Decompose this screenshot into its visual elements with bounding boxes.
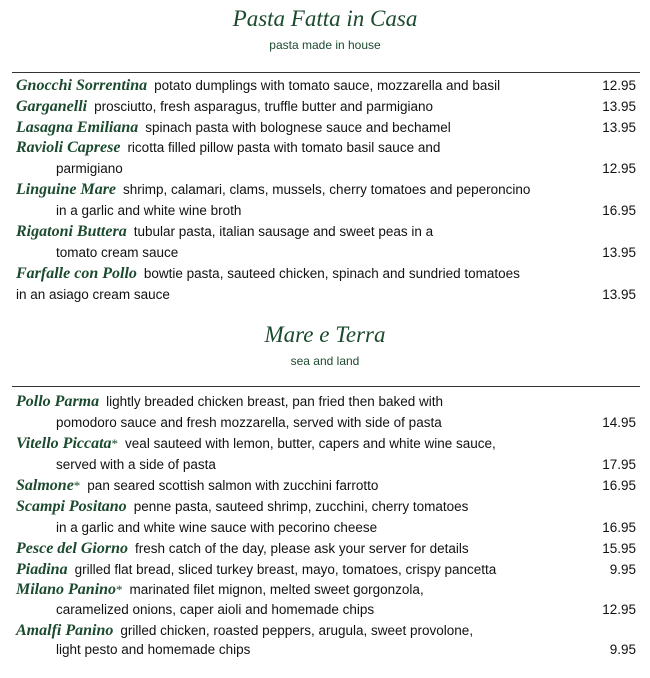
item-description: pomodoro sauce and fresh mozzarella, served with side of pasta bbox=[56, 415, 442, 430]
item-price: 13.95 bbox=[602, 287, 636, 302]
item-name: Pollo Parma bbox=[16, 393, 100, 410]
menu-item bbox=[16, 180, 636, 200]
item-price: 13.95 bbox=[602, 99, 636, 114]
item-price: 12.95 bbox=[602, 78, 636, 93]
item-price: 12.95 bbox=[602, 161, 636, 176]
item-description: veal sauteed with lemon, butter, capers and white wine sauce, bbox=[125, 436, 496, 451]
item-description: marinated filet mignon, melted sweet gorgonzola, bbox=[129, 582, 424, 597]
item-price: 9.95 bbox=[609, 562, 636, 577]
section-title: Mare e Terra bbox=[264, 322, 386, 347]
item-name: Ravioli Caprese bbox=[16, 139, 121, 156]
menu-item bbox=[16, 434, 636, 454]
item-name: Gnocchi Sorrentina bbox=[16, 77, 148, 94]
item-description: parmigiano bbox=[56, 161, 123, 176]
item-description: bowtie pasta, sauteed chicken, spinach and sundried tomatoes bbox=[143, 266, 520, 281]
menu-item-continuation bbox=[56, 159, 636, 179]
item-name: Pesce del Giorno bbox=[16, 540, 128, 557]
item-description: light pesto and homemade chips bbox=[56, 642, 251, 657]
menu-item bbox=[16, 264, 636, 284]
item-description: prosciutto, fresh asparagus, truffle butter and parmigiano bbox=[94, 99, 434, 114]
item-description: lightly breaded chicken breast, pan fried then baked with bbox=[106, 394, 444, 409]
menu-item bbox=[16, 118, 636, 138]
menu-item-continuation bbox=[56, 640, 636, 660]
item-price: 13.95 bbox=[602, 120, 636, 135]
menu-item bbox=[16, 138, 636, 158]
item-star: * bbox=[116, 582, 123, 597]
item-name: Piadina bbox=[16, 561, 68, 578]
item-name: Linguine Mare bbox=[16, 181, 117, 198]
item-price: 9.95 bbox=[609, 642, 636, 657]
item-description: ricotta filled pillow pasta with tomato basil sauce and bbox=[127, 140, 441, 155]
item-description: penne pasta, sauteed shrimp, zucchini, cherry tomatoes bbox=[133, 499, 469, 514]
menu-item-continuation bbox=[56, 201, 636, 221]
menu-item bbox=[16, 497, 636, 517]
item-description: spinach pasta with bolognese sauce and bechamel bbox=[145, 120, 451, 135]
menu-item bbox=[16, 476, 636, 496]
item-description: grilled flat bread, sliced turkey breast, mayo, tomatoes, crispy pancetta bbox=[74, 562, 497, 577]
item-description: fresh catch of the day, please ask your server for details bbox=[134, 541, 469, 556]
item-name: Scampi Positano bbox=[16, 498, 127, 515]
section-subtitle: sea and land bbox=[290, 354, 360, 368]
item-description: tomato cream sauce bbox=[56, 245, 179, 260]
section-title: Pasta Fatta in Casa bbox=[232, 6, 418, 31]
item-description: in an asiago cream sauce bbox=[16, 287, 170, 302]
item-description: in a garlic and white wine sauce with pecorino cheese bbox=[56, 520, 378, 535]
item-name: Lasagna Emiliana bbox=[16, 119, 139, 136]
item-name: Vitello Piccata* bbox=[16, 435, 119, 452]
item-price: 13.95 bbox=[602, 245, 636, 260]
menu-item bbox=[16, 539, 636, 559]
item-price: 17.95 bbox=[602, 457, 636, 472]
menu-item-continuation bbox=[56, 600, 636, 620]
section-divider bbox=[12, 72, 640, 73]
item-description: caramelized onions, caper aioli and homemade chips bbox=[56, 602, 375, 617]
menu-item bbox=[16, 560, 636, 580]
item-description: grilled chicken, roasted peppers, arugula, sweet provolone, bbox=[120, 623, 474, 638]
item-description: tubular pasta, italian sausage and sweet peas in a bbox=[133, 224, 434, 239]
item-star: * bbox=[111, 436, 119, 451]
item-name: Garganelli bbox=[16, 98, 88, 115]
item-description: shrimp, calamari, clams, mussels, cherry tomatoes and peperoncino bbox=[123, 182, 531, 197]
item-price: 16.95 bbox=[602, 478, 636, 493]
item-price: 16.95 bbox=[602, 203, 636, 218]
menu-item-continuation bbox=[56, 518, 636, 538]
item-price: 16.95 bbox=[602, 520, 636, 535]
item-name: Farfalle con Pollo bbox=[16, 265, 137, 282]
item-description: served with a side of pasta bbox=[56, 457, 216, 472]
menu-item bbox=[16, 222, 636, 242]
item-price: 15.95 bbox=[602, 541, 636, 556]
section-divider bbox=[12, 386, 640, 387]
item-name: Amalfi Panino bbox=[16, 622, 114, 639]
menu-item-continuation bbox=[16, 285, 636, 305]
item-description: in a garlic and white wine broth bbox=[56, 203, 242, 218]
item-name: Milano Panino* bbox=[16, 581, 123, 598]
item-price: 12.95 bbox=[602, 602, 636, 617]
menu-item-continuation bbox=[56, 413, 636, 433]
menu-item bbox=[16, 392, 636, 412]
item-description: potato dumplings with tomato sauce, mozzarella and basil bbox=[154, 78, 501, 93]
menu-item-continuation bbox=[56, 455, 636, 475]
menu-item bbox=[16, 76, 636, 96]
item-name: Rigatoni Buttera bbox=[16, 223, 127, 240]
menu-item bbox=[16, 580, 636, 600]
menu-item bbox=[16, 621, 636, 641]
menu-item bbox=[16, 97, 636, 117]
item-price: 14.95 bbox=[602, 415, 636, 430]
item-star: * bbox=[73, 478, 81, 493]
item-description: pan seared scottish salmon with zucchini farrotto bbox=[87, 478, 379, 493]
section-subtitle: pasta made in house bbox=[269, 38, 381, 52]
item-name: Salmone* bbox=[16, 477, 81, 494]
menu-item-continuation bbox=[56, 243, 636, 263]
